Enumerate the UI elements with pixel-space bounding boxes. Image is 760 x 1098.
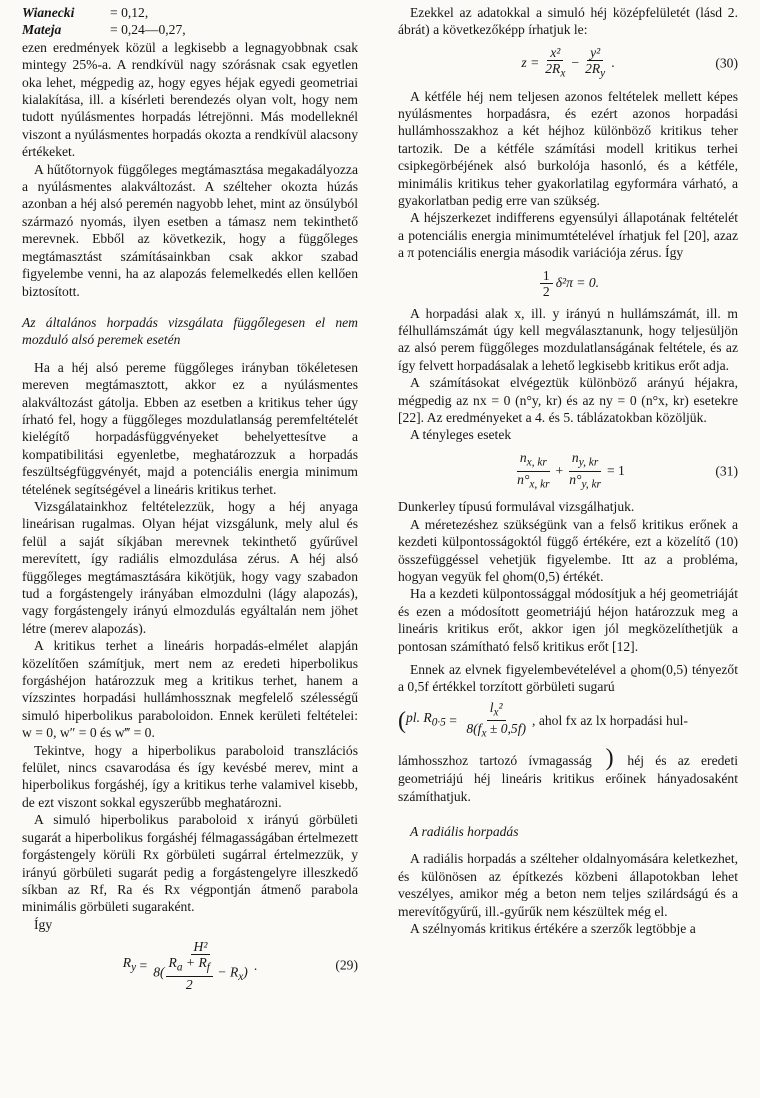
paragraph: ezen eredmények közül a legkisebb a legnagyobbnak csak mintegy 25%-a. A rendkívül nagy szórásnak csak egyetlen oka lehet, mégpedig az, hogy egyes héjak egyedi geometriai kialakítása, ill. a kísérleti berendezés olyan volt, hogy nem tudott nyúlásmentes horpadás létrejönni. Más modelleknél viszont a nyúlásmentes horpadás okozta a rendkívül alacsony értékeket. bbox=[22, 39, 358, 160]
eq-lhs: $R_y$ bbox=[122, 954, 137, 974]
paragraph: Így bbox=[34, 916, 53, 932]
result-value: = 0,12, bbox=[110, 5, 149, 20]
paragraph: A hűtőtornyok függőleges megtámasztása megakadályozza a nyúlásmentes alakváltozást. A szélteher okozta húzás azonban a héj alsó peremén nagyobb lehet, mint az önsúlyból származó nyomás, ilyen esetben a támasz nem tekinthető merevnek. Ebből az következik, hogy a függőleges megtámasztást számításainkban csak akkor szabad figyelembe venni, ha az alapozás felemelkedés ellen kellően biztosított. bbox=[22, 161, 358, 299]
paragraph: A szélnyomás kritikus értékére a szerzők legtöbbje a bbox=[410, 921, 696, 937]
author-name: Wianecki bbox=[22, 5, 75, 20]
paragraph: A tényleges esetek bbox=[410, 427, 512, 443]
equation-potential: 1 2 δ²π = 0. bbox=[398, 268, 738, 299]
paragraph: Tekintve, hogy a hiperbolikus paraboloid transzlációs felület, nincs csavarodása és így kevésbé merev, mint a hiperbolikus forgáshéj, így a kritikus terhe valamivel kisebb, de ezt viszont sokkal egyszerűbb meghatározni. bbox=[22, 742, 358, 810]
left-column bbox=[22, 4, 358, 998]
eq-fraction: H² 8( $\frac{R_a + R_f}{2}$ − $R_x$) bbox=[153, 939, 248, 992]
paragraph: A horpadási alak x, ill. y irányú n hullámszámát, ill. m félhullámszámát úgy kell megválasztanunk, hogy teljesüljön az alsó perem függőleges mozdulatlanságának feltétele, és az így felvett horpadásalak a lehető legkisebb kritikus erőt adja. bbox=[398, 305, 738, 373]
right-column bbox=[398, 4, 738, 937]
paragraph: Ha a héj alsó pereme függőleges irányban tökéletesen mereven megtámasztott, akkor ez a nyúlásmentes alakváltozást gátolja. Ebben az esetben a kritikus teher úgy írható fel, hogy a függőleges mozdulatlanság peremfeltételét kielégítő horpadásfüggvényeket behelyettesítve a kompatibilitási egyenletbe, meghatározzuk a horpadás feszültségfüggvényét, majd a potenciális energia minimum tételének segítségével a lineáris kritikus terhet. bbox=[22, 359, 358, 497]
result-value: = 0,24—0,27, bbox=[110, 22, 186, 38]
paragraph: Ezekkel az adatokkal a simuló héj középfelületét (lásd 2. ábrát) a következőképp írhatjuk le: bbox=[398, 5, 738, 38]
paragraph: A kétféle héj nem teljesen azonos feltételek mellett képes nyúlásmentes horpadásra, és ezért azonos horpadási hullámhosszakhoz a két héjhoz különböző kritikus teher tartozik. De a kétféle számítási modell kritikus terhei csipkegörbéjének alsó burkolója hasonló, és a kétféle, minimális kritikus teher gyakorlatilag egyformára várható, a gyakorlatban pedig erre van szükség. bbox=[398, 88, 738, 208]
result-row bbox=[22, 21, 358, 38]
paragraph: Vizsgálatainkhoz feltételezzük, hogy a héj anyaga lineárisan rugalmas. Olyan héjat vizsgálunk, mely alul és felül a saját síkjában merevnek tekinthető gyűrűvel merevített, így radiális elmozdulása zérus. A héj alsó függőleges megtámasztására kikötjük, hogy vagy szabadon tud a forgástengely irányában elmozdulni (lágy alapozás), vagy forgástengely irányú elmozdulás egyáltalán nem jöhet létre (merev alapozás). bbox=[22, 498, 358, 636]
paragraph: A simuló hiperbolikus paraboloid x irányú görbületi sugarát a hiperbolikus forgáshéj félmagasságában értelmezett forgástengely körüli Rx görbületi sugárral értelmezzük, y irányú görbületi sugarát pedig a forgástengelyre illeszkedő síkban az Rf, Ra és Rx végpontján átmenő parabola minimális görbületi sugaraként. bbox=[22, 812, 358, 915]
equation-31: $n_{x, kr}$ $n^\circ_{x, kr}$ + $\frac{n_{y, kr}}{n^\circ_{y, kr}}$ = 1 (31) bbox=[517, 449, 738, 491]
paragraph: lámhosszhoz tartozó ívmagasság ) héj és az eredeti geometriájú héj lineáris kritikus erőinek hányadosaként számíthatjuk. bbox=[398, 745, 738, 804]
paragraph: Ha a kezdeti külpontossággal módosítjuk a héj geometriáját és ezen a módosított geometriájú héjon határozzuk meg a lineáris kritikus erőt, akkor igen jól megközelíthetjük a pontosan számítható felső kritikus erőt [12]. bbox=[398, 586, 738, 654]
result-row bbox=[22, 4, 358, 21]
equation-number: (30) bbox=[715, 55, 738, 71]
paragraph: A héjszerkezet indifferens egyensúlyi állapotának feltételét a potenciális energia minimumtételével írhatjuk fel [20], azaz a π potenciális energia második variációja zérus. Így bbox=[398, 210, 738, 261]
paragraph: A méretezéshez szükségünk van a felső kritikus erőnek a kezdeti külpontosságoktól függő értékére, ezt a közelítő (10) összefüggéssel vehetjük figyelembe. Itt az a probléma, hogyan vegyük fel ϱhom(0,5) értékét. bbox=[398, 516, 738, 584]
paragraph: A számításokat elvégeztük különböző arányú héjakra, mégpedig az nx = 0 (n°y, kr) és az ny = 0 (n°x, kr) esetekre [22]. Az eredményeket a 4. és 5. táblázatokban közöljük. bbox=[398, 375, 738, 426]
section-heading: Az általános horpadás vizsgálata függőlegesen el nem mozduló alsó peremek esetén bbox=[22, 314, 358, 348]
paragraph: Ennek az elvnek figyelembevételével a ϱhom(0,5) tényezőt a 0,5f értékkel torzított görbületi sugarú bbox=[398, 661, 738, 695]
paragraph: A kritikus terhet a lineáris horpadás-elmélet alapján közelítően számítjuk, mert nem az eredeti hiperbolikus forgáshéjon határozzuk meg a kritikus terhet, hanem a vízszintes horpadási hullámhossznak megfelelő szélességű simuló hiperbolikus paraboloidon. Ennek kerületi feltételei: w = 0, w″ = 0 és w‴ = 0. bbox=[22, 638, 358, 741]
inline-formula: ( pl. $R_{0\cdot 5}$ = $\frac{l_x^2}{8(f_x \pm 0,5f)}$ , ahol fx az lx horpadási hul- bbox=[398, 699, 688, 741]
equation-number: (31) bbox=[715, 463, 738, 479]
equation-number: (29) bbox=[335, 957, 358, 973]
section-heading: A radiális horpadás bbox=[410, 824, 519, 839]
equation-29: $R_y$ = H² 8( $\frac{R_a + R_f}{2}$ − $R_x$) . (29) bbox=[122, 939, 358, 992]
paragraph: A radiális horpadás a szélteher oldalnyomására keletkezhet, és különösen az építkezés közbeni állapotokban lehet veszélyes, amikor még a beton nem teljes szilárdságú és a merevítőgyűrű, ill.-gyűrűk nem készültek még el. bbox=[398, 851, 738, 919]
paragraph: Dunkerley típusú formulával vizsgálhatjuk. bbox=[398, 499, 635, 515]
equation-30: z = $\frac{\text{x²}}{2R_x}$ − $\frac{\text{y²}}{2R_y}$ . (30) bbox=[521, 44, 738, 80]
author-name: Mateja bbox=[22, 22, 62, 38]
